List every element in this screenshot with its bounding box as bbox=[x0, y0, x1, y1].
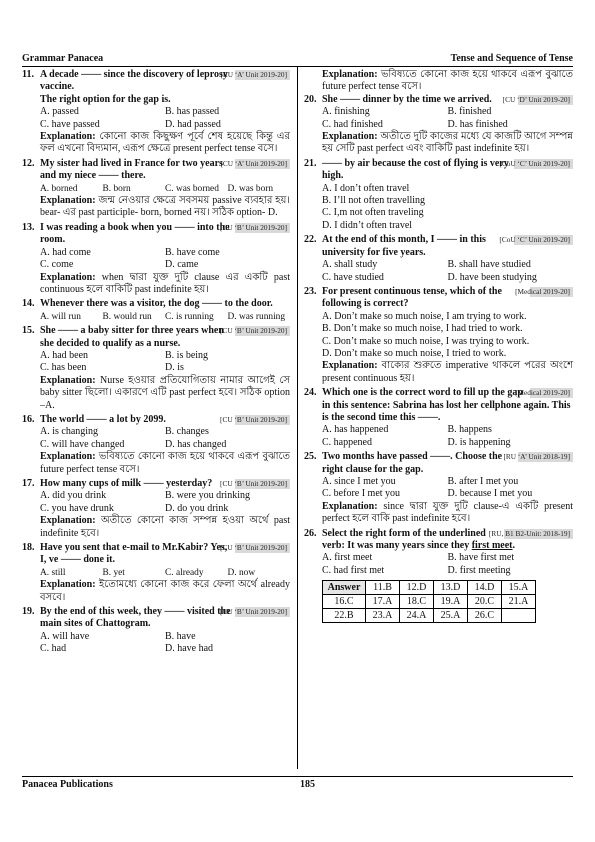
option: C. come bbox=[40, 259, 74, 271]
explanation bbox=[304, 501, 573, 526]
option: C. was borned bbox=[165, 183, 219, 194]
question-stem: She —— a baby sitter for three years when she decided to qualify as a nurse. bbox=[40, 325, 224, 349]
question-text bbox=[304, 286, 573, 311]
options bbox=[304, 259, 573, 284]
option: A. since I met you bbox=[322, 476, 396, 487]
option: C. you have drunk bbox=[40, 502, 114, 514]
question-stem: For present continuous tense, which of the following is correct? bbox=[322, 285, 502, 310]
answer-label: Answer bbox=[323, 581, 366, 595]
question-21 bbox=[304, 158, 573, 232]
options bbox=[22, 311, 290, 323]
option: B. I’ll not often travelling bbox=[322, 195, 426, 207]
source-tag: [CU ‘B’ Unit 2019-20] bbox=[235, 415, 290, 425]
question-17 bbox=[22, 478, 290, 540]
answer-table bbox=[322, 580, 536, 623]
option: A. had been bbox=[40, 349, 89, 361]
explanation bbox=[22, 375, 290, 412]
option: B. Don’t make so much noise, I had tried to work. bbox=[322, 323, 523, 335]
question-12 bbox=[22, 158, 290, 220]
header-chapter-title: Tense and Sequence of Tense bbox=[450, 53, 573, 64]
options bbox=[304, 106, 573, 131]
answer-cell: 23.A bbox=[366, 609, 400, 623]
answer-cell: 20.C bbox=[468, 595, 502, 609]
option: D. was born bbox=[227, 183, 274, 194]
answer-cell: 24.A bbox=[400, 609, 434, 623]
option-row bbox=[40, 643, 290, 655]
question-22 bbox=[304, 234, 573, 284]
explanation-label: Explanation: bbox=[322, 360, 378, 372]
question-stem: I was reading a book when you —— into the room. bbox=[40, 221, 230, 246]
source-tag: [RU ‘A’ Unit 2018-19] bbox=[518, 452, 573, 462]
source-tag: [CU ‘B’ Unit 2019-20] bbox=[235, 607, 290, 617]
option: A. I don’t often travel bbox=[322, 182, 410, 194]
question-number: 22. bbox=[304, 234, 317, 246]
option: D. I didn’t often travel bbox=[322, 219, 413, 231]
option-row bbox=[40, 119, 290, 131]
question-stem: By the end of this week, they —— visited the main sites of Chattogram. bbox=[40, 606, 231, 630]
option: B. after I met you bbox=[447, 476, 519, 487]
footer-publisher: Panacea Publications bbox=[22, 779, 113, 790]
explanation-text: ভবিষ্যতে কোনো কাজ হয়ে থাকবে এরূপ বুঝাতে future perfect tense বসে। bbox=[322, 69, 573, 93]
option: C. had finished bbox=[322, 118, 383, 130]
footer-rule bbox=[22, 776, 573, 777]
source-tag: [CU ‘B’ Unit 2019-20] bbox=[235, 479, 290, 489]
answer-cell-empty bbox=[502, 609, 536, 623]
question-20 bbox=[304, 94, 573, 156]
question-16 bbox=[22, 414, 290, 476]
option-row bbox=[322, 272, 573, 284]
question-stem: How many cups of milk —— yesterday? bbox=[40, 478, 213, 489]
answer-cell: 26.C bbox=[468, 609, 502, 623]
option-row bbox=[322, 119, 573, 131]
options bbox=[22, 426, 290, 451]
answer-cell: 21.A bbox=[502, 595, 536, 609]
explanation-label: Explanation: bbox=[40, 195, 96, 207]
question-number: 19. bbox=[22, 606, 35, 618]
option-row bbox=[322, 476, 573, 488]
answer-cell: 11.B bbox=[366, 581, 400, 595]
option: D. was running bbox=[227, 311, 286, 322]
option: C. have passed bbox=[40, 118, 100, 130]
options bbox=[22, 631, 290, 656]
option: A. will run bbox=[40, 311, 81, 322]
source-tag: [CU ‘B’ Unit 2019-20] bbox=[235, 543, 290, 553]
question-15 bbox=[22, 325, 290, 412]
question-stem: Whenever there was a visitor, the dog —— to the door. bbox=[40, 298, 273, 310]
question-text bbox=[22, 542, 290, 567]
option-row bbox=[322, 207, 573, 219]
option-row bbox=[40, 503, 290, 515]
option-row bbox=[322, 106, 573, 118]
option-row bbox=[322, 348, 573, 360]
option: A. had come bbox=[40, 246, 91, 258]
question-text bbox=[22, 606, 290, 631]
option: D. Don’t make so much noise, I tried to work. bbox=[322, 347, 507, 359]
option: A. passed bbox=[40, 106, 79, 118]
answer-cell: 16.C bbox=[323, 595, 366, 609]
question-24 bbox=[304, 387, 573, 449]
question-number: 23. bbox=[304, 285, 317, 297]
answer-cell: 14.D bbox=[468, 581, 502, 595]
question-stem: Have you sent that e-mail to Mr.Kabir? Yes, I, ve —— done it. bbox=[40, 542, 228, 566]
option: B. shall have studied bbox=[447, 259, 531, 271]
explanation-label: Explanation: bbox=[322, 69, 378, 80]
option-row bbox=[322, 220, 573, 232]
option: A. Don’t make so much noise, I am trying to work. bbox=[322, 310, 527, 322]
option: B. have come bbox=[165, 246, 220, 258]
option-row bbox=[40, 631, 290, 643]
option-row bbox=[322, 195, 573, 207]
source-tag: [CU ‘B’ Unit 2019-20] bbox=[235, 223, 290, 233]
column-divider bbox=[297, 66, 298, 769]
option-row bbox=[322, 323, 573, 335]
option: B. happens bbox=[447, 424, 492, 436]
question-stem: My sister had lived in France for two years and my niece —— there. bbox=[40, 157, 223, 182]
explanation bbox=[22, 195, 290, 220]
question-stem: Two months have passed ——. Choose the right clause for the gap. bbox=[322, 451, 503, 475]
option: D. do you drink bbox=[165, 502, 229, 514]
option-row bbox=[40, 439, 290, 451]
option-row bbox=[40, 567, 290, 579]
right-column bbox=[304, 69, 573, 623]
option: A. borned bbox=[40, 183, 78, 194]
explanation-text: অতীতে দুটি কাজের মধ্যে যে কাজটি আগে সম্পন্ন হয় সেটি past perfect এবং বাকিটি past indefinite হয়। bbox=[322, 131, 574, 155]
options bbox=[22, 350, 290, 375]
explanation-label: Explanation: bbox=[40, 515, 96, 527]
option-row bbox=[40, 350, 290, 362]
explanation-label: Explanation: bbox=[322, 500, 378, 512]
header-book-title: Grammar Panacea bbox=[22, 53, 104, 64]
option: B. yet bbox=[102, 567, 125, 578]
options bbox=[304, 424, 573, 449]
question-18 bbox=[22, 542, 290, 604]
explanation bbox=[22, 579, 290, 604]
options bbox=[304, 183, 573, 233]
source-tag: [CU ‘D’ Unit 2019-20] bbox=[518, 95, 573, 105]
question-number: 21. bbox=[304, 157, 317, 169]
explanation-text: ইতোমধ্যে কোনো কাজ করে ফেলা অর্থে already বসবে। bbox=[40, 579, 290, 603]
question-instruction: The right option for the gap is. bbox=[40, 93, 171, 105]
question-text bbox=[304, 451, 573, 476]
explanation-text: when দ্বারা যুক্ত দুটি clause এর একটি past continuous হলে বাকিটি past indefinite হয়। bbox=[40, 271, 290, 295]
question-number: 20. bbox=[304, 93, 317, 105]
question-text bbox=[304, 234, 573, 259]
answer-cell: 13.D bbox=[434, 581, 468, 595]
option: D. came bbox=[165, 259, 199, 271]
explanation-text: Nurse হওয়ার প্রতিযোগিতায় নামার আগেই সে baby sitter ছিলো। একারণে এটি past perfect হবে। সঠিক option –A. bbox=[40, 374, 290, 411]
question-19 bbox=[22, 606, 290, 656]
question-number: 15. bbox=[22, 325, 35, 337]
question-number: 24. bbox=[304, 387, 317, 399]
option: D. is happening bbox=[447, 436, 511, 448]
option: A. shall study bbox=[322, 259, 378, 271]
option: A. still bbox=[40, 567, 66, 578]
source-tag: [Medical 2019-20] bbox=[530, 287, 573, 297]
answer-row bbox=[323, 609, 536, 623]
options bbox=[304, 476, 573, 501]
options bbox=[22, 490, 290, 515]
source-tag: [CoU ‘C’ Unit 2019-20] bbox=[514, 235, 573, 245]
option: C. Don’t make so much noise, I was trying to work. bbox=[322, 335, 530, 347]
options bbox=[304, 552, 573, 577]
option: C. have studied bbox=[322, 271, 384, 283]
option-row bbox=[40, 259, 290, 271]
source-tag: [CU ‘A’ Unit 2019-20] bbox=[235, 159, 290, 169]
explanation bbox=[304, 360, 573, 385]
question-text bbox=[304, 94, 573, 106]
answer-cell: 18.C bbox=[400, 595, 434, 609]
answer-row bbox=[323, 595, 536, 609]
option: B. would run bbox=[102, 311, 152, 322]
option-row bbox=[40, 490, 290, 502]
question-text bbox=[22, 325, 290, 350]
option: A. has happened bbox=[322, 424, 389, 436]
option-row bbox=[40, 362, 290, 374]
explanation-label: Explanation: bbox=[40, 451, 96, 463]
options bbox=[304, 311, 573, 361]
option: A. first meet bbox=[322, 552, 373, 564]
option: A. finishing bbox=[322, 106, 370, 118]
question-text bbox=[304, 528, 573, 553]
explanation-label: Explanation: bbox=[40, 579, 96, 591]
answer-cell: 17.A bbox=[366, 595, 400, 609]
question-number: 14. bbox=[22, 298, 35, 310]
option: B. is being bbox=[165, 349, 209, 361]
question-number: 25. bbox=[304, 451, 317, 463]
explanation-19 bbox=[304, 69, 573, 94]
question-text bbox=[22, 222, 290, 247]
question-text bbox=[22, 478, 290, 490]
question-13 bbox=[22, 222, 290, 296]
explanation bbox=[22, 451, 290, 476]
question-stem: At the end of this month, I —— in this university for five years. bbox=[322, 234, 486, 258]
question-number: 11. bbox=[22, 69, 34, 80]
source-tag: [RU ‘A’ Unit 2019-20] bbox=[235, 70, 290, 80]
options bbox=[22, 247, 290, 272]
option: C. will have changed bbox=[40, 438, 125, 450]
option: C. happened bbox=[322, 436, 372, 448]
option-row bbox=[40, 311, 290, 323]
explanation-label: Explanation: bbox=[40, 374, 96, 386]
answer-cell: 12.D bbox=[400, 581, 434, 595]
option-row bbox=[322, 488, 573, 500]
source-tag: [CoU ‘C’ Unit 2019-20] bbox=[514, 159, 573, 169]
option: C. has been bbox=[40, 362, 87, 374]
source-tag: [CU ‘B’ Unit 2019-20] bbox=[235, 326, 290, 336]
option: C. before I met you bbox=[322, 488, 401, 500]
explanation-text: বাক্যের শুরুতে imperative থাকলে পরের অংশে present continuous হয়। bbox=[322, 360, 573, 384]
question-text bbox=[304, 158, 573, 183]
answer-cell: 22.B bbox=[323, 609, 366, 623]
option-row bbox=[40, 247, 290, 259]
left-column bbox=[22, 69, 290, 658]
answer-cell: 25.A bbox=[434, 609, 468, 623]
option: B. born bbox=[102, 183, 131, 194]
source-tag: [RU, B1 B2-Unit: 2018-19] bbox=[504, 529, 573, 539]
option: A. is changing bbox=[40, 426, 99, 438]
option: C. had first met bbox=[322, 564, 385, 576]
explanation bbox=[22, 131, 290, 156]
option: D. is bbox=[165, 362, 184, 374]
option: D. have been studying bbox=[447, 271, 537, 283]
option-row bbox=[322, 311, 573, 323]
option: A. did you drink bbox=[40, 490, 107, 502]
question-text bbox=[22, 158, 290, 183]
explanation-text: ভবিষ্যতে কোনো কাজ হয়ে থাকবে এরূপ বুঝাতে future perfect tense বসে। bbox=[40, 451, 290, 475]
question-stem: She —— dinner by the time we arrived. bbox=[322, 93, 492, 105]
options bbox=[22, 567, 290, 579]
option: D. now bbox=[227, 567, 256, 578]
explanation-label: Explanation: bbox=[40, 271, 96, 283]
answer-row bbox=[323, 581, 536, 595]
question-text bbox=[22, 414, 290, 426]
question-stem: Select the right form of the underlined verb: It was many years since they bbox=[322, 527, 486, 552]
question-number: 16. bbox=[22, 413, 35, 425]
option-row bbox=[322, 424, 573, 436]
option: C. already bbox=[165, 567, 204, 578]
question-stem: —— by air because the cost of flying is very high. bbox=[322, 157, 509, 182]
option: B. have first met bbox=[447, 552, 515, 564]
option: B. finished bbox=[447, 106, 492, 118]
explanation bbox=[22, 515, 290, 540]
question-26 bbox=[304, 528, 573, 578]
option-row bbox=[40, 106, 290, 118]
explanation-text: অতীতে কোনো কাজ সম্পন্ন হওয়া অর্থে past indefinite হবে। bbox=[40, 515, 290, 539]
source-tag: [Medical 2019-20] bbox=[530, 388, 573, 398]
question-25 bbox=[304, 451, 573, 525]
option: B. have bbox=[165, 630, 196, 642]
option-row bbox=[40, 183, 290, 195]
option: D. has finished bbox=[447, 118, 508, 130]
right-question-list bbox=[304, 94, 573, 577]
option: D. has changed bbox=[165, 438, 227, 450]
question-23 bbox=[304, 286, 573, 385]
question-text bbox=[22, 298, 290, 310]
option: A. will have bbox=[40, 630, 90, 642]
option-row bbox=[322, 437, 573, 449]
question-11 bbox=[22, 69, 290, 156]
option: D. because I met you bbox=[447, 488, 533, 500]
option: D. have had bbox=[165, 643, 214, 655]
option-row bbox=[322, 336, 573, 348]
page-number: 185 bbox=[300, 779, 315, 790]
option-row bbox=[322, 565, 573, 577]
option-row bbox=[322, 183, 573, 195]
question-text bbox=[22, 69, 290, 94]
question-text bbox=[304, 387, 573, 424]
question-stem-end: . bbox=[512, 540, 516, 552]
explanation-text: জন্ম নেওয়ার ক্ষেত্রে সবসময় passive ব্যবহার হয়। bear- এর past participle- born, borned নয়। সঠিক option- D. bbox=[40, 195, 291, 219]
option-row bbox=[322, 259, 573, 271]
explanation-label: Explanation: bbox=[322, 131, 378, 143]
question-number: 17. bbox=[22, 478, 35, 489]
option: C. I,m not often traveling bbox=[322, 207, 424, 219]
option-row bbox=[40, 426, 290, 438]
option: B. has passed bbox=[165, 106, 220, 118]
question-14 bbox=[22, 298, 290, 323]
options bbox=[22, 106, 290, 131]
option: B. changes bbox=[165, 426, 209, 438]
explanation bbox=[304, 131, 573, 156]
option: D. first meeting bbox=[447, 564, 511, 576]
question-stem: The world —— a lot by 2099. bbox=[40, 413, 166, 425]
question-stem: Which one is the correct word to fill up the gap in this sentence: Sabrina has lost her cellphone again. This is the second time this ——. bbox=[322, 387, 571, 423]
question-number: 12. bbox=[22, 157, 35, 169]
explanation-label: Explanation: bbox=[40, 131, 96, 143]
question-number: 26. bbox=[304, 527, 317, 539]
option: C. is running bbox=[165, 311, 214, 322]
option: B. were you drinking bbox=[165, 490, 250, 502]
answer-cell: 15.A bbox=[502, 581, 536, 595]
question-number: 13. bbox=[22, 221, 35, 233]
question-number: 18. bbox=[22, 542, 35, 554]
page-header bbox=[22, 53, 573, 67]
underlined-verb: first meet bbox=[471, 540, 513, 552]
explanation bbox=[22, 272, 290, 297]
question-stem: A decade —— since the discovery of leprosy vaccine. bbox=[40, 69, 228, 93]
option: D. had passed bbox=[165, 118, 221, 130]
option-row bbox=[322, 552, 573, 564]
explanation-text: কোনো কাজ কিছুক্ষণ পূর্বে শেষ হয়েছে কিন্তু এর ফল এখনো বিদ্যমান, এরূপ ক্ষেত্রে present perfect tense বসে। bbox=[40, 131, 290, 155]
option: C. had bbox=[40, 643, 67, 655]
options bbox=[22, 183, 290, 195]
answer-cell: 19.A bbox=[434, 595, 468, 609]
explanation-text: since দ্বারা যুক্ত দুটি clause-এ একটি present perfect হলে বাকি past indefinite হবে। bbox=[322, 500, 573, 525]
